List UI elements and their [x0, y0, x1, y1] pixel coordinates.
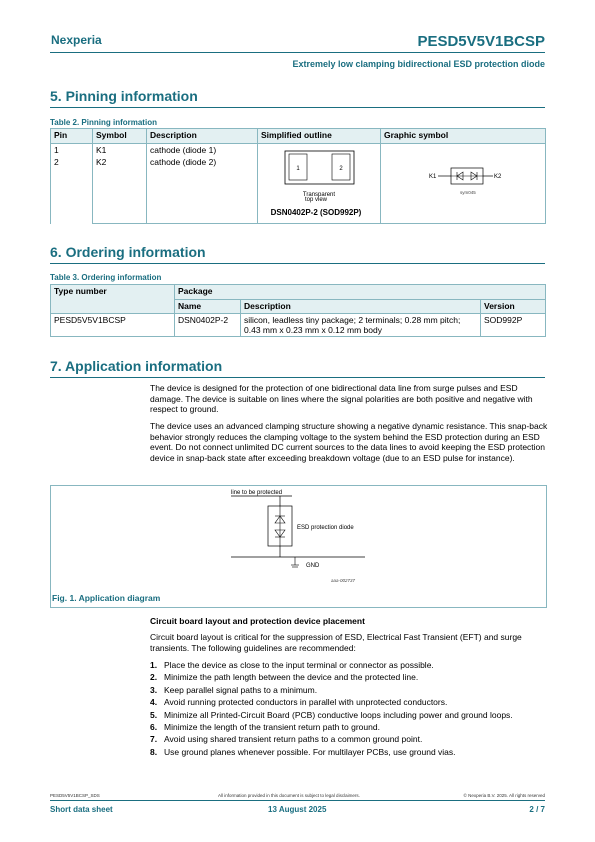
- outline-view-line2: top view: [304, 197, 327, 203]
- footer-doc-id: PESD5V5V1BCSP_SDS: [50, 793, 100, 798]
- table-3-caption: Table 3. Ordering information: [50, 273, 162, 282]
- list-item: 8. Use ground planes whenever possible. For multilayer PCBs, use ground vias.: [150, 746, 456, 757]
- list-item: 3. Keep parallel signal paths to a minimum.: [150, 684, 318, 695]
- symbol-k2: K2: [96, 157, 107, 167]
- list-item: 6. Minimize the length of the transient return path to ground.: [150, 722, 380, 733]
- diode-label: ESD protection diode: [297, 525, 354, 531]
- package-name-value: DSN0402P-2: [175, 314, 241, 337]
- graphic-symbol-cell: [381, 144, 546, 224]
- type-number-value: PESD5V5V1BCSP: [51, 314, 175, 337]
- brand-logo-text: Nexperia: [51, 33, 102, 47]
- outline-view-line1: Transparent: [302, 192, 336, 198]
- col-type-number: Type number: [51, 285, 175, 314]
- footer-divider: [50, 800, 545, 801]
- symbol-cell: [93, 144, 147, 224]
- section-7-title: 7. Application information: [50, 358, 223, 374]
- desc-2: cathode (diode 2): [150, 157, 217, 167]
- header-divider: [50, 52, 545, 53]
- list-item: 7. Avoid using shared transient return paths to a common ground point.: [150, 734, 423, 745]
- description-cell: [147, 144, 258, 224]
- package-outline-drawing: [258, 147, 374, 199]
- footer-document-type: Short data sheet: [50, 805, 113, 814]
- col-version: Version: [481, 300, 546, 314]
- symbol-k1-label: K1: [429, 174, 437, 180]
- symbol-code: sym045: [460, 190, 476, 195]
- package-description-line2: 0.43 mm x 0.23 mm x 0.12 mm body: [244, 325, 382, 335]
- document-subtitle: Extremely low clamping bidirectional ESD protection diode: [292, 59, 545, 69]
- section-5-title: 5. Pinning information: [50, 88, 198, 104]
- symbol-k1: K1: [96, 145, 107, 155]
- table-2-caption: Table 2. Pinning information: [50, 118, 157, 127]
- col-outline: Simplified outline: [258, 129, 381, 144]
- guidelines-list: [150, 659, 550, 758]
- col-description: Description: [147, 129, 258, 144]
- package-description-line1: silicon, leadless tiny package; 2 terminals; 0.28 mm pitch;: [244, 315, 461, 325]
- pad-2-label: 2: [339, 166, 343, 172]
- col-pkg-description: Description: [241, 300, 481, 314]
- desc-1: cathode (diode 1): [150, 145, 217, 155]
- application-diagram: [225, 486, 385, 586]
- footer-date: 13 August 2025: [268, 805, 327, 814]
- list-item: 4. Avoid running protected conductors in parallel with unprotected conductors.: [150, 697, 448, 708]
- ordering-table: [50, 284, 546, 337]
- pin-cell: [51, 144, 93, 224]
- pin-2: 2: [54, 157, 59, 167]
- col-name: Name: [175, 300, 241, 314]
- footer-disclaimer: All information provided in this document is subject to legal disclaimers.: [218, 793, 360, 798]
- application-paragraph-1: The device is designed for the protection of one bidirectional data line from surge pulses and ESD damage. The device is suitable on lines where the signal polarities are both positive and negative with respect to ground.: [150, 383, 533, 414]
- footer-page-number: 2 / 7: [529, 805, 545, 814]
- gnd-label: GND: [306, 563, 320, 569]
- col-package: Package: [175, 285, 546, 300]
- application-paragraph-2: The device uses an advanced clamping structure showing a negative dynamic resistance. This snap-back behavior strongly reduces the clamping voltage to the system behind the ESD protection during an ESD event. Do not connect unlimited DC current sources to the data lines to avoid keeping the ESD protection device in snap-back state after exceeding breakdown voltage (due to an ESD pulse for instance).: [150, 421, 548, 463]
- list-item: 5. Minimize all Printed-Circuit Board (PCB) conductive loops including power and ground loops.: [150, 709, 513, 720]
- layout-paragraph: Circuit board layout is critical for the suppression of ESD, Electrical Fast Transient (EFT) and surge transients. The following guidelines are recommended:: [150, 632, 522, 653]
- footer-copyright: © Nexperia B.V. 2025. All rights reserved: [463, 793, 545, 798]
- package-name: DSN0402P-2 (SOD992P): [270, 208, 362, 217]
- pinning-table: [50, 128, 546, 224]
- layout-subheading: Circuit board layout and protection device placement: [150, 616, 365, 626]
- pad-1-label: 1: [296, 166, 300, 172]
- list-item: 2. Minimize the path length between the device and the protected line.: [150, 672, 419, 683]
- section-6-rule: [50, 263, 545, 264]
- package-version-value: SOD992P: [481, 314, 546, 337]
- part-number: PESD5V5V1BCSP: [417, 33, 545, 50]
- outline-cell: [258, 144, 381, 224]
- pin-1: 1: [54, 145, 59, 155]
- section-7-rule: [50, 377, 545, 378]
- col-pin: Pin: [51, 129, 93, 144]
- symbol-k2-label: K2: [494, 174, 502, 180]
- bidirectional-diode-symbol: [421, 162, 581, 222]
- package-description-value: [241, 314, 481, 337]
- col-graphic-symbol: Graphic symbol: [381, 129, 546, 144]
- section-5-rule: [50, 107, 545, 108]
- section-6-title: 6. Ordering information: [50, 244, 206, 260]
- line-label: line to be protected: [231, 490, 283, 496]
- figure-code: aaa-002737: [331, 578, 356, 583]
- list-item: 1. Place the device as close to the input terminal or connector as possible.: [150, 660, 434, 670]
- figure-1-caption: Fig. 1. Application diagram: [52, 593, 161, 603]
- col-symbol: Symbol: [93, 129, 147, 144]
